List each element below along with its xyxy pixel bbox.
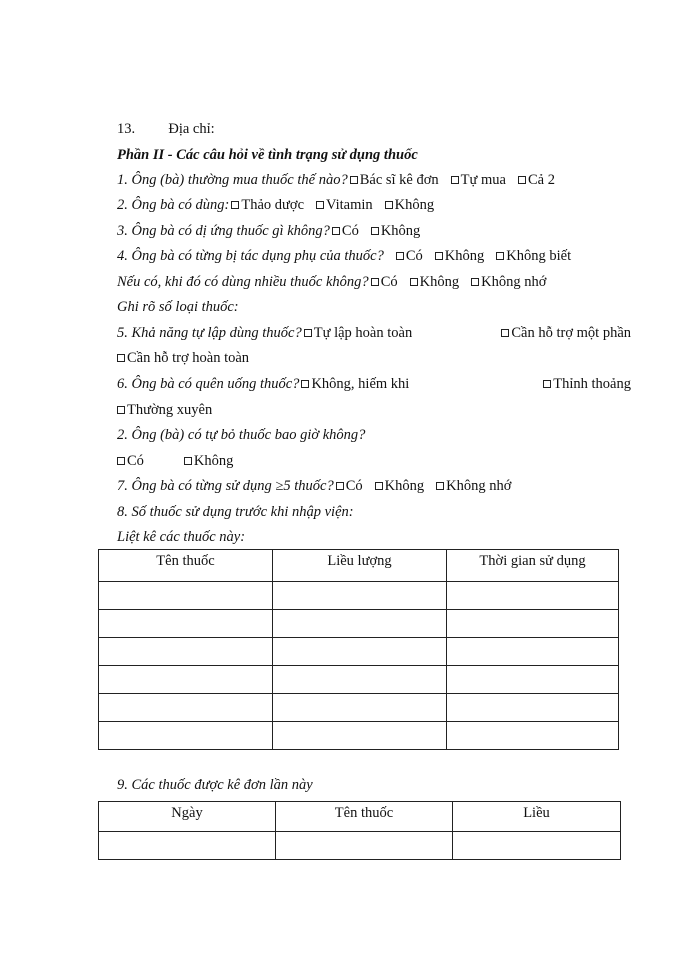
q2b-question: 2. Ông (bà) có tự bỏ thuốc bao giờ không? (117, 427, 366, 443)
q5-question: 5. Khả năng tự lập dùng thuốc? (117, 325, 302, 341)
q1-row (117, 171, 555, 189)
q7-option: Không nhớ (446, 478, 512, 494)
table-cell[interactable] (447, 610, 619, 638)
column-header: Tên thuốc (276, 802, 453, 832)
checkbox[interactable] (184, 457, 192, 465)
checkbox[interactable] (117, 354, 125, 362)
q4-followup-option: Không nhớ (481, 274, 547, 290)
table-header-row (99, 802, 621, 832)
column-header: Ngày (99, 802, 276, 832)
table-row (99, 694, 619, 722)
q4-followup-question: Nếu có, khi đó có dùng nhiều thuốc không? (117, 274, 369, 290)
table-row (99, 582, 619, 610)
q4-row (117, 247, 571, 265)
table-cell[interactable] (273, 694, 447, 722)
q7-question: 7. Ông bà có từng sử dụng ≥5 thuốc? (117, 478, 334, 494)
table-row (99, 722, 619, 750)
table-cell[interactable] (99, 666, 273, 694)
q9-question: 9. Các thuốc được kê đơn lần này (117, 777, 313, 793)
q5-option: Cần hỗ trợ một phần (511, 325, 631, 341)
q1-option: Bác sĩ kê đơn (359, 172, 439, 188)
checkbox[interactable] (231, 201, 239, 209)
q4-question: 4. Ông bà có từng bị tác dụng phụ của thuốc? (117, 248, 384, 264)
q2-option: Không (394, 197, 435, 213)
q6-option: Thường xuyên (127, 402, 213, 418)
q1-question: 1. Ông (bà) thường mua thuốc thế nào? (117, 172, 348, 188)
table-cell[interactable] (99, 582, 273, 610)
prescription-table (98, 801, 621, 860)
checkbox[interactable] (435, 252, 443, 260)
table-cell[interactable] (273, 610, 447, 638)
table-cell[interactable] (273, 722, 447, 750)
q4-followup-option: Không (419, 274, 460, 290)
q4-note: Ghi rõ số loại thuốc: (117, 299, 239, 315)
q6-option: Thỉnh thoảng (553, 376, 631, 392)
table-cell[interactable] (276, 832, 453, 860)
q13-row (117, 120, 215, 138)
q1-option: Tự mua (460, 172, 506, 188)
q3-row (117, 222, 420, 240)
q8-question: 8. Số thuốc sử dụng trước khi nhập viện: (117, 504, 354, 520)
checkbox[interactable] (501, 329, 509, 337)
checkbox[interactable] (518, 176, 526, 184)
q3-option: Không (380, 223, 421, 239)
checkbox[interactable] (410, 278, 418, 286)
table-cell[interactable] (99, 722, 273, 750)
q2-question: 2. Ông bà có dùng: (117, 197, 230, 213)
q5-row (117, 324, 631, 342)
checkbox[interactable] (117, 406, 125, 414)
q4-followup-row (117, 273, 546, 291)
column-header: Tên thuốc (99, 550, 273, 582)
checkbox[interactable] (332, 227, 340, 235)
q2b-option: Không (193, 453, 234, 469)
q3-question: 3. Ông bà có dị ứng thuốc gì không? (117, 223, 330, 239)
q2b-option: Có (127, 453, 144, 469)
q6-question: 6. Ông bà có quên uống thuốc? (117, 376, 300, 392)
checkbox[interactable] (543, 380, 551, 388)
table-cell[interactable] (447, 638, 619, 666)
checkbox[interactable] (371, 227, 379, 235)
checkbox[interactable] (496, 252, 504, 260)
checkbox[interactable] (316, 201, 324, 209)
q6-option: Không, hiếm khi (311, 376, 410, 392)
checkbox[interactable] (375, 482, 383, 490)
q7-option: Không (384, 478, 425, 494)
q5-option: Cần hỗ trợ hoàn toàn (127, 350, 250, 366)
q7-row (117, 477, 511, 495)
q1-option: Cả 2 (527, 172, 555, 188)
table-row (99, 638, 619, 666)
table-cell[interactable] (99, 610, 273, 638)
q8-list-label: Liệt kê các thuốc này: (117, 529, 246, 545)
column-header: Liều (453, 802, 621, 832)
q2-option: Vitamin (326, 197, 373, 213)
q7-option: Có (345, 478, 363, 494)
table-header-row (99, 550, 619, 582)
q2b-options (117, 452, 233, 470)
checkbox[interactable] (301, 380, 309, 388)
medication-history-table (98, 549, 619, 750)
checkbox[interactable] (336, 482, 344, 490)
q13-label: Địa chỉ: (168, 121, 215, 137)
table-cell[interactable] (447, 694, 619, 722)
table-cell[interactable] (99, 694, 273, 722)
table-cell[interactable] (273, 638, 447, 666)
checkbox[interactable] (451, 176, 459, 184)
q4-option: Có (405, 248, 423, 264)
checkbox[interactable] (471, 278, 479, 286)
table-cell[interactable] (99, 638, 273, 666)
q2-row (117, 196, 434, 214)
q4-option: Không biết (506, 248, 572, 264)
q13-number: 13. (117, 121, 136, 137)
q4-followup-option: Có (380, 274, 398, 290)
table-row (99, 666, 619, 694)
table-row (99, 832, 621, 860)
checkbox[interactable] (371, 278, 379, 286)
q3-option: Có (341, 223, 359, 239)
q6-row (117, 375, 631, 393)
checkbox[interactable] (304, 329, 312, 337)
column-header: Liều lượng (273, 550, 447, 582)
table-cell[interactable] (99, 832, 276, 860)
table-cell[interactable] (447, 722, 619, 750)
q4-option: Không (444, 248, 485, 264)
table-row (99, 610, 619, 638)
section-title: Phần II - Các câu hỏi về tình trạng sử dụng thuốc (117, 147, 418, 163)
q5-option: Tự lập hoàn toàn (313, 325, 413, 341)
table-cell[interactable] (447, 582, 619, 610)
checkbox[interactable] (117, 457, 125, 465)
q2-option: Thảo dược (241, 197, 305, 213)
table-cell[interactable] (273, 666, 447, 694)
table-cell[interactable] (273, 582, 447, 610)
q5-row-cont (117, 349, 249, 367)
table-cell[interactable] (453, 832, 621, 860)
checkbox[interactable] (350, 176, 358, 184)
table-cell[interactable] (447, 666, 619, 694)
checkbox[interactable] (396, 252, 404, 260)
checkbox[interactable] (436, 482, 444, 490)
q6-row-cont (117, 401, 212, 419)
checkbox[interactable] (385, 201, 393, 209)
column-header: Thời gian sử dụng (447, 550, 619, 582)
